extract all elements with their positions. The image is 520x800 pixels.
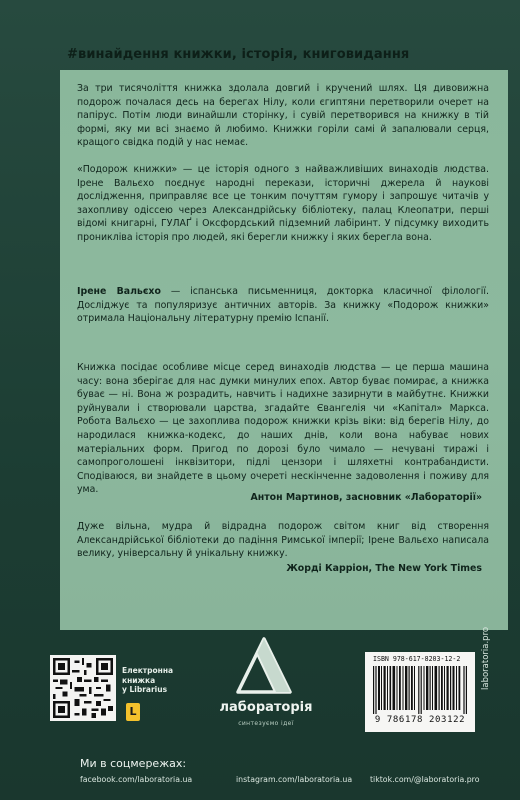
ebook-label [122, 666, 173, 695]
paragraph-intro: За три тисячоліття книжка здолала довгий і кручений шлях. Ця дивовижна подорож почалася десь на берегах Нілу, коли єгиптяни перетворили очерет на папірус. Потім люди винайшли сторінку, і сувій перетворився на книжку в тій формі, яку ми всі знаємо й любимо. Книжки горіли самі й запалювали серця, кращого свідка подій у нас немає. [77, 83, 489, 149]
ebook-line-3: у Librarius [122, 685, 168, 694]
signature-martynov: Антон Мартинов, засновник «Лабораторії» [250, 492, 482, 503]
social-title: Ми в соцмережах: [80, 757, 187, 770]
publisher-logo-icon [235, 636, 293, 696]
author-bio-text: — іспанська письменниця, докторка класичної філології. Досліджує та популяризує античних авторів. За книжку «Подорож книжки» отримала Національну літературну премію Іспанії. [77, 286, 490, 325]
qr-code-icon [53, 658, 113, 718]
paragraph-quote-martynov: Книжка посідає особливе місце серед винаходів людства — це перша машина часу: вона зберігає для нас думки минулих епох. Автор буває помирає, а книжка буває — ні. Вона ж розрадить, навчить і надихне зазирнути в майбутнє. Книжки руйнували і створювали царства, згадайте Євангелія чи «Капітал» Маркса. Робота Вальєхо — це захоплива подорож книжки крізь віки: від берегів Нілу, до народилася книжка-кодекс, до наших днів, коли вона набуває нових матеріальних форм. Пригод по дорозі було чимало — нечувані тиражі і самопроголошені інквізитори, підлі цензори і шляхетні контрабандисти. Сподіваюся, ви знайдете в цьому очереті нескінченне задоволення і поживу для ума. [77, 362, 489, 496]
signature-carrion: Жорді Карріон, The New York Times [286, 563, 482, 574]
instagram-link[interactable]: instagram.com/laboratoria.ua [236, 775, 353, 784]
paragraph-description: «Подорож книжки» — це історія одного з найважливіших винаходів людства. Ірене Вальєхо поєднує народні перекази, історичні джерела й наукові дослідження, приправляє все це тонким почуттям гумору і запрошує читачів у захопливу одіссею через Александрійську бібліотеку, палац Клеопатри, перші відомі книгарні, ГУЛАҐ і Оксфордський підземний лабіринт. У підсумку виходить проникліва історія про людей, які берегли книжку і яких берегла вона. [77, 164, 489, 243]
isbn-text: ISBN 978-617-8203-12-2 [373, 655, 461, 663]
paragraph-quote-carrion: Дуже вільна, мудра й відрадна подорож світом книг від створення Александрійської бібліотеки до падіння Римської імперії; Ірене Вальєхо написала велику, універсальну й унікальну книжку. [77, 521, 489, 560]
barcode-number: 9 786178 203122 [374, 715, 466, 725]
author-name: Ірене Вальєхо [77, 286, 161, 297]
publisher-name: лабораторія [219, 700, 313, 715]
qr-code[interactable] [50, 655, 116, 721]
ebook-line-1: Електронна [122, 666, 174, 675]
librarius-badge[interactable]: L [126, 703, 140, 721]
barcode-label [365, 652, 475, 732]
vertical-website-url[interactable]: laboratoria.pro [481, 626, 491, 690]
ebook-line-2: книжка [122, 675, 156, 685]
facebook-link[interactable]: facebook.com/laboratoria.ua [80, 775, 193, 784]
tiktok-link[interactable]: tiktok.com/@laboratoria.pro [370, 775, 480, 784]
paragraph-author-bio [77, 285, 489, 326]
barcode-icon [373, 666, 467, 714]
publisher-tagline: синтезуємо ідеї [238, 720, 294, 727]
hashtag-line: #винайдення книжки, історія, книговидання [67, 47, 410, 62]
